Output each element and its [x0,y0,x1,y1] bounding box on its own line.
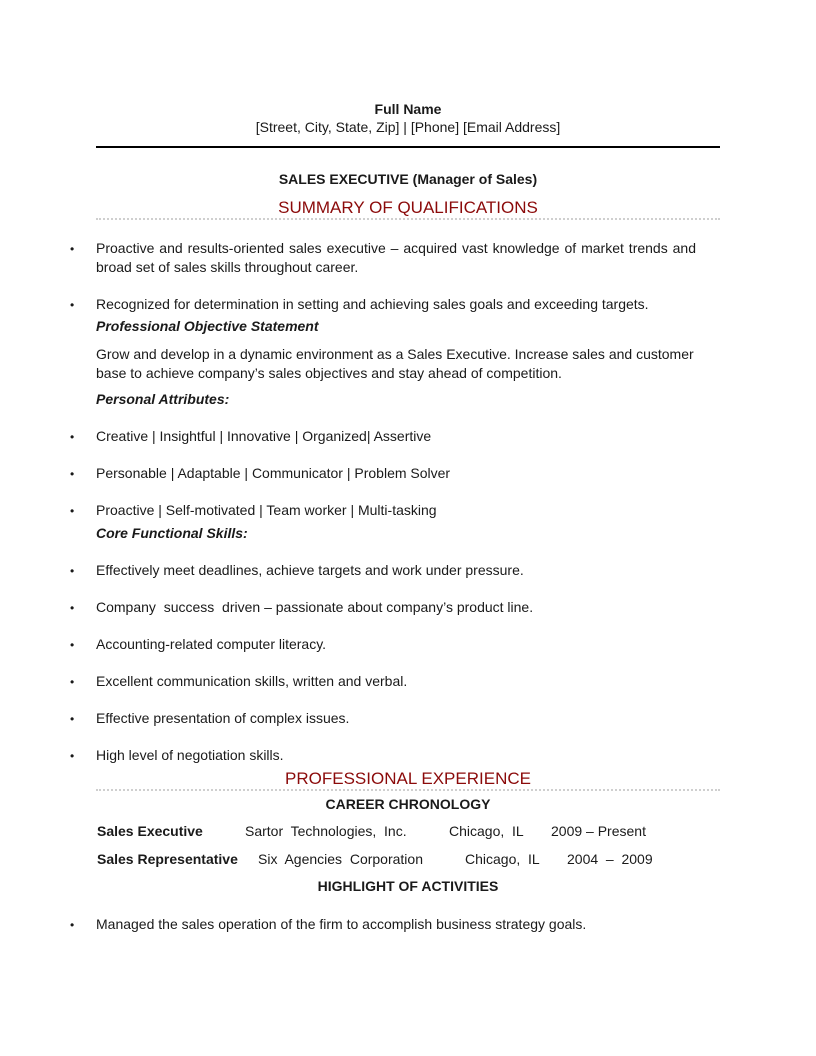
chronology-heading: CAREER CHRONOLOGY [325,796,491,812]
bullet-icon: • [70,918,75,932]
job-title: Sales Executive [97,823,203,839]
highlights-heading: HIGHLIGHT OF ACTIVITIES [317,878,499,894]
bullet-icon: • [70,712,75,726]
experience-divider [96,789,720,791]
job-location: Chicago, IL [449,823,524,839]
contact-line: [Street, City, State, Zip] | [Phone] [Email Address] [255,119,561,135]
job-row [96,823,720,843]
attribute-item: Proactive | Self-motivated | Team worker | Multi-tasking [96,502,437,518]
job-title: Sales Representative [97,851,238,867]
full-name: Full Name [374,101,442,117]
job-dates: 2004 – 2009 [567,851,653,867]
attributes-heading: Personal Attributes: [96,391,230,407]
bullet-icon: • [70,749,75,763]
bullet-icon: • [70,601,75,615]
skill-item: Effectively meet deadlines, achieve targets and work under pressure. [96,562,524,578]
bullet-icon: • [70,504,75,518]
objective-heading: Professional Objective Statement [96,318,319,334]
job-dates: 2009 – Present [551,823,646,839]
attribute-item: Creative | Insightful | Innovative | Organized| Assertive [96,428,432,444]
skill-item: Accounting-related computer literacy. [96,636,327,652]
skill-item: Effective presentation of complex issues. [96,710,350,726]
bullet-icon: • [70,467,75,481]
summary-heading: SUMMARY OF QUALIFICATIONS [278,198,538,217]
bullet-icon: • [70,242,75,256]
skills-heading: Core Functional Skills: [96,525,248,541]
objective-text: Grow and develop in a dynamic environment as a Sales Executive. Increase sales and customer base to achieve company’s sales objectives and stay ahead of competition. [96,346,694,381]
job-company: Sartor Technologies, Inc. [245,823,407,839]
job-title: SALES EXECUTIVE (Manager of Sales) [278,171,538,187]
highlight-item: Managed the sales operation of the firm to accomplish business strategy goals. [96,916,587,932]
job-company: Six Agencies Corporation [258,851,423,867]
bullet-icon: • [70,564,75,578]
skill-item: Excellent communication skills, written and verbal. [96,673,408,689]
summary-bullet: Recognized for determination in setting and achieving sales goals and exceeding targets. [96,296,649,312]
skill-item: High level of negotiation skills. [96,747,284,763]
job-location: Chicago, IL [465,851,540,867]
attribute-item: Personable | Adaptable | Communicator | Problem Solver [96,465,451,481]
summary-divider [96,218,720,220]
experience-heading: PROFESSIONAL EXPERIENCE [285,769,531,788]
skill-item: Company success driven – passionate about company’s product line. [96,599,534,615]
bullet-icon: • [70,638,75,652]
bullet-icon: • [70,430,75,444]
header-divider [96,146,720,148]
bullet-icon: • [70,298,75,312]
job-row [96,851,720,871]
bullet-icon: • [70,675,75,689]
summary-bullet: Proactive and results-oriented sales executive – acquired vast knowledge of market trends and broad set of sales skills throughout career. [96,240,696,275]
